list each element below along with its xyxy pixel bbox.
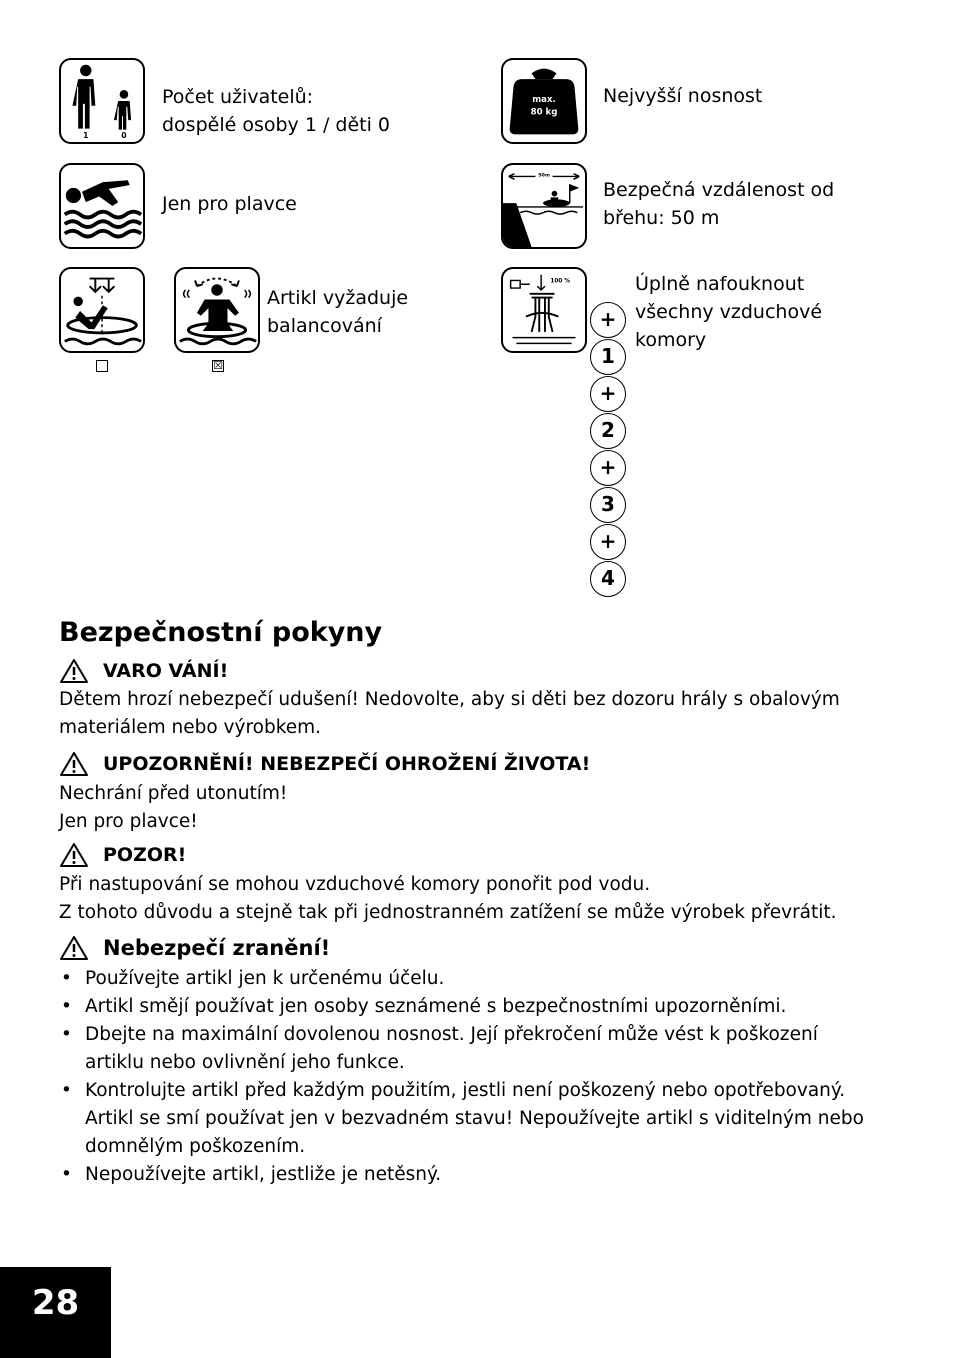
inflate-step-chamber: 4	[590, 561, 626, 597]
warning-text: Nechrání před utonutím! Jen pro plavce!	[59, 783, 288, 832]
warning-title: VARO VÁNÍ!	[103, 660, 229, 682]
child-count: 0	[121, 131, 127, 141]
max-load-pictogram	[501, 58, 587, 144]
page-number: 28	[0, 1267, 111, 1358]
section-heading: Bezpečnostní pokyny	[59, 617, 383, 648]
warning-title: POZOR!	[103, 844, 187, 866]
kneeling-person-pictogram	[174, 267, 260, 353]
inflate-step-chamber: 2	[590, 413, 626, 449]
person-icon	[61, 60, 143, 142]
shore-distance-icon	[503, 165, 585, 247]
list-item: • Artikl smějí používat jen osoby seznámené s bezpečnostními upozorněními.	[59, 993, 879, 1021]
weight-icon	[503, 60, 585, 142]
list-item: • Používejte artikl jen k určenému účelu.	[59, 965, 879, 993]
warning-triangle-icon	[59, 842, 89, 868]
warning-heading	[59, 658, 228, 684]
distance-text: 50m	[538, 173, 550, 179]
warning-text: Dětem hrozí nebezpečí udušení! Nedovolte, aby si děti bez dozoru hrály s obalovým materiálem nebo výrobkem.	[59, 689, 840, 738]
swimmer-pictogram	[59, 163, 145, 249]
inflate-step-chamber: 3	[590, 487, 626, 523]
warning-triangle-icon	[59, 935, 89, 961]
warning-triangle-icon	[59, 751, 89, 777]
warning-title: Nebezpečí zranění!	[103, 936, 331, 960]
pump-icon	[503, 269, 585, 351]
injury-bullet-list	[59, 965, 879, 1189]
warning-triangle-icon	[59, 658, 89, 684]
weight-text: 80 kg	[530, 107, 558, 118]
warning-text: Při nastupování se mohou vzduchové komory ponořit pod vodu. Z tohoto důvodu a stejně tak při jednostranném zatížení se může výrobek převrátit.	[59, 874, 837, 923]
users-pictogram	[59, 58, 145, 144]
inflate-pictogram	[501, 267, 587, 353]
max-load-label: Nejvyšší nosnost	[603, 85, 763, 107]
max-text: max.	[532, 94, 556, 105]
swimmers-label: Jen pro plavce	[162, 193, 297, 215]
kneeling-person-icon	[176, 269, 258, 351]
lying-person-icon	[61, 269, 143, 351]
inflate-step-plus: +	[590, 524, 626, 560]
lying-person-pictogram	[59, 267, 145, 353]
inflate-step-chamber: 1	[590, 339, 626, 375]
warning-heading	[59, 751, 590, 777]
list-item: • Kontrolujte artikl před každým použitím, jestli není poškozený nebo opotřebovaný. Artikl se smí používat jen v bezvadném stavu! Nepoužívejte artikl s viditelným nebo domnělým poškozením.	[59, 1077, 879, 1161]
inflate-step-plus: +	[590, 376, 626, 412]
list-item: • Dbejte na maximální dovolenou nosnost. Její překročení může vést k poškození artiklu nebo ovlivnění jeho funkce.	[59, 1021, 879, 1077]
inflate-step-plus: +	[590, 302, 626, 338]
warning-heading	[59, 935, 330, 961]
checkbox-lying	[96, 360, 108, 372]
warning-heading	[59, 842, 186, 868]
checkbox-kneeling: ☒	[213, 359, 223, 372]
list-item: • Nepoužívejte artikl, jestliže je netěsný.	[59, 1161, 879, 1189]
swimmer-icon	[61, 165, 143, 247]
users-label: Počet uživatelů: dospělé osoby 1 / děti 0	[162, 86, 391, 136]
balance-label: Artikl vyžaduje balancování	[267, 287, 409, 337]
warning-title: UPOZORNĚNÍ! NEBEZPEČÍ OHROŽENÍ ŽIVOTA!	[103, 753, 591, 775]
inflate-step-plus: +	[590, 450, 626, 486]
distance-label: Bezpečná vzdálenost od břehu: 50 m	[603, 179, 835, 229]
distance-pictogram	[501, 163, 587, 249]
inflate-label: Úplně nafouknout všechny vzduchové komory	[635, 273, 823, 351]
percent-text: 100 %	[550, 278, 571, 285]
adult-count: 1	[83, 131, 89, 141]
